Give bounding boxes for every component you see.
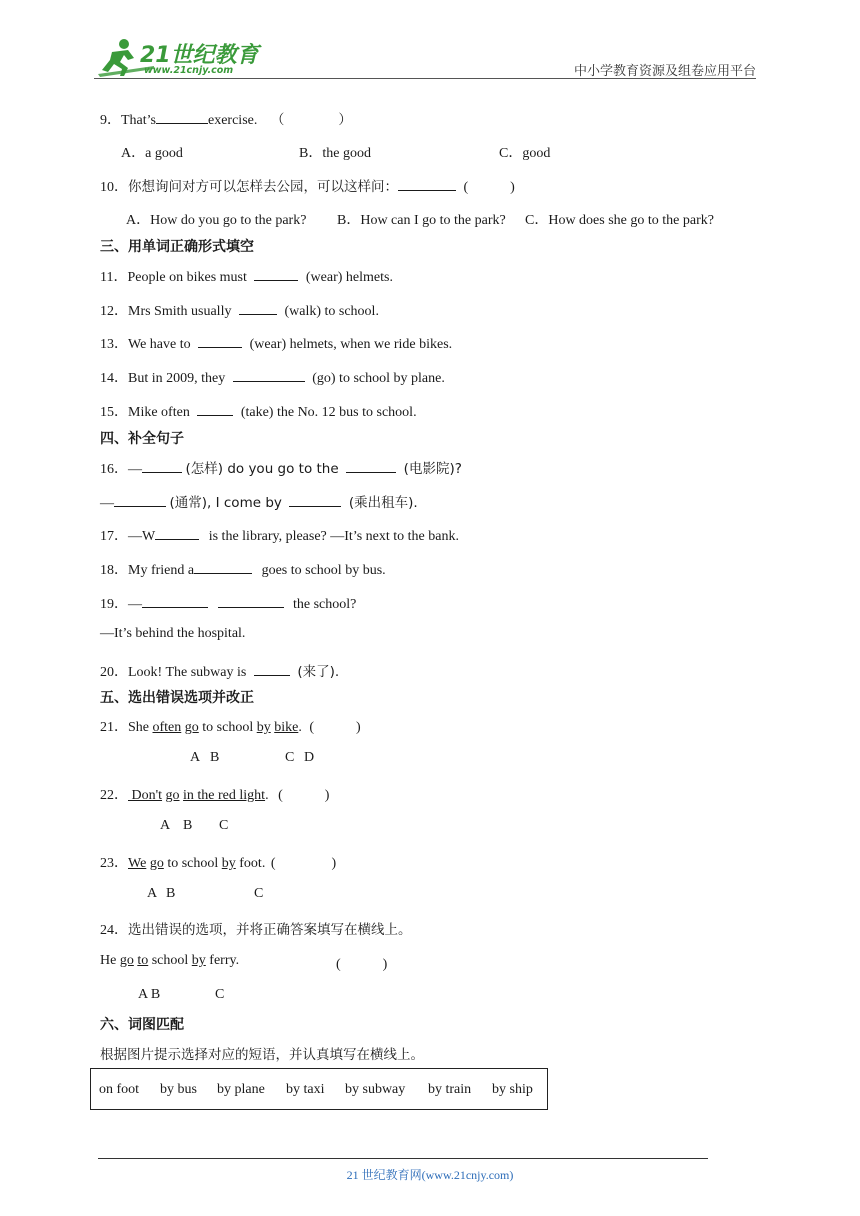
answer-blank[interactable] (233, 369, 305, 382)
word-bank-box (90, 1068, 548, 1110)
word-bank-item: by taxi (286, 1082, 325, 1097)
question-24: 24．选出错误的选项，并将正确答案填写在横线上。 (100, 922, 412, 938)
header-divider (94, 78, 756, 79)
answer-paren[interactable]: ( ) (278, 788, 330, 803)
question-18: 18．My friend a goes to school by bus. (100, 563, 386, 578)
q24-label-ab: A B (138, 987, 161, 1002)
answer-blank[interactable] (218, 595, 284, 608)
question-9: 9．That’s exercise. （ ） (100, 112, 352, 128)
answer-blank[interactable] (194, 561, 252, 574)
q9-option-a: A．a good (121, 146, 183, 161)
q23-label-c: C (254, 886, 264, 901)
question-19-answer: —It’s behind the hospital. (100, 626, 246, 641)
answer-blank[interactable] (155, 527, 199, 540)
q24-label-c: C (215, 987, 225, 1002)
answer-blank[interactable] (289, 494, 341, 507)
word-bank-item: on foot (99, 1082, 140, 1097)
q10-option-b: B．How can I go to the park? (337, 213, 506, 228)
answer-blank[interactable] (198, 335, 242, 348)
logo-text: 21世纪教育 (140, 43, 259, 68)
answer-blank[interactable] (142, 595, 208, 608)
q22-label-a: A (160, 818, 171, 833)
question-17: 17．—W is the library, please? —It’s next to the bank. (100, 529, 459, 544)
section-5-title: 五、选出错误选项并改正 (100, 690, 254, 706)
question-15: 15．Mike often (take) the No. 12 bus to school. (100, 405, 417, 420)
question-13: 13．We have to (wear) helmets, when we ride bikes. (100, 337, 453, 352)
question-19: 19．— the school? (100, 597, 357, 612)
answer-blank[interactable] (197, 403, 233, 416)
question-14: 14．But in 2009, they (go) to school by plane. (100, 371, 445, 386)
q21-label-d: D (304, 750, 315, 765)
section-3-title: 三、用单词正确形式填空 (100, 239, 254, 255)
footer-text[interactable]: 21 世纪教育网(www.21cnjy.com) (346, 1168, 514, 1182)
q22-label-b: B (183, 818, 193, 833)
q23-label-b: B (166, 886, 176, 901)
question-11: 11．People on bikes must (wear) helmets. (100, 270, 393, 285)
word-bank-item: by subway (345, 1082, 406, 1097)
question-16: 16．— (怎样) do you go to the (电影院)? (100, 461, 462, 477)
question-12: 12．Mrs Smith usually (walk) to school. (100, 304, 379, 319)
question-20: 20．Look! The subway is (来了). (100, 664, 340, 680)
q22-label-c: C (219, 818, 229, 833)
answer-blank[interactable] (254, 663, 290, 676)
answer-blank[interactable] (142, 460, 182, 473)
footer-divider (98, 1158, 708, 1159)
answer-paren[interactable]: ( ) (270, 856, 337, 871)
header-platform-text: 中小学教育资源及组卷应用平台 (573, 64, 756, 79)
word-bank-item: by plane (217, 1082, 265, 1097)
q21-label-a: A (190, 750, 201, 765)
question-22: 22． Don't go in the red light. ( ) (100, 788, 330, 803)
answer-blank[interactable] (254, 268, 298, 281)
question-23: 23．We go to school by foot. ( ) (100, 856, 337, 871)
question-21: 21．She often go to school by bike. ( ) (100, 720, 361, 735)
section-6-instruction: 根据图片提示选择对应的短语，并认真填写在横线上。 (100, 1047, 424, 1063)
section-6-title: 六、词图匹配 (100, 1017, 184, 1033)
word-bank-item: by bus (160, 1082, 197, 1097)
site-logo (94, 36, 264, 80)
word-bank-item: by train (428, 1082, 472, 1097)
answer-blank[interactable] (398, 178, 456, 191)
answer-paren[interactable]: （ ） (270, 112, 352, 128)
question-10: 10．你想询问对方可以怎样去公园，可以这样问： ( ) (100, 179, 515, 195)
question-16-line-2: — (通常), I come by (乘出租车). (100, 495, 418, 511)
section-4-title: 四、补全句子 (100, 431, 184, 447)
q21-label-c: C (285, 750, 295, 765)
answer-paren[interactable]: ( ) (463, 180, 515, 195)
q21-label-b: B (210, 750, 220, 765)
answer-blank[interactable] (114, 494, 166, 507)
word-bank-item: by ship (492, 1082, 533, 1097)
q23-label-a: A (147, 886, 158, 901)
answer-blank[interactable] (239, 302, 277, 315)
q9-option-c: C．good (499, 146, 551, 161)
answer-paren[interactable]: ( ) (309, 720, 361, 735)
answer-blank[interactable] (156, 111, 208, 124)
q10-option-c: C．How does she go to the park? (525, 213, 714, 228)
q24-answer-paren[interactable]: ( ) (336, 957, 388, 972)
q10-option-a: A．How do you go to the park? (126, 213, 307, 228)
q9-option-b: B．the good (299, 146, 371, 161)
answer-blank[interactable] (346, 460, 396, 473)
logo-url: www.21cnjy.com (144, 65, 234, 76)
question-24-sentence: He go to school by ferry. (100, 953, 240, 968)
